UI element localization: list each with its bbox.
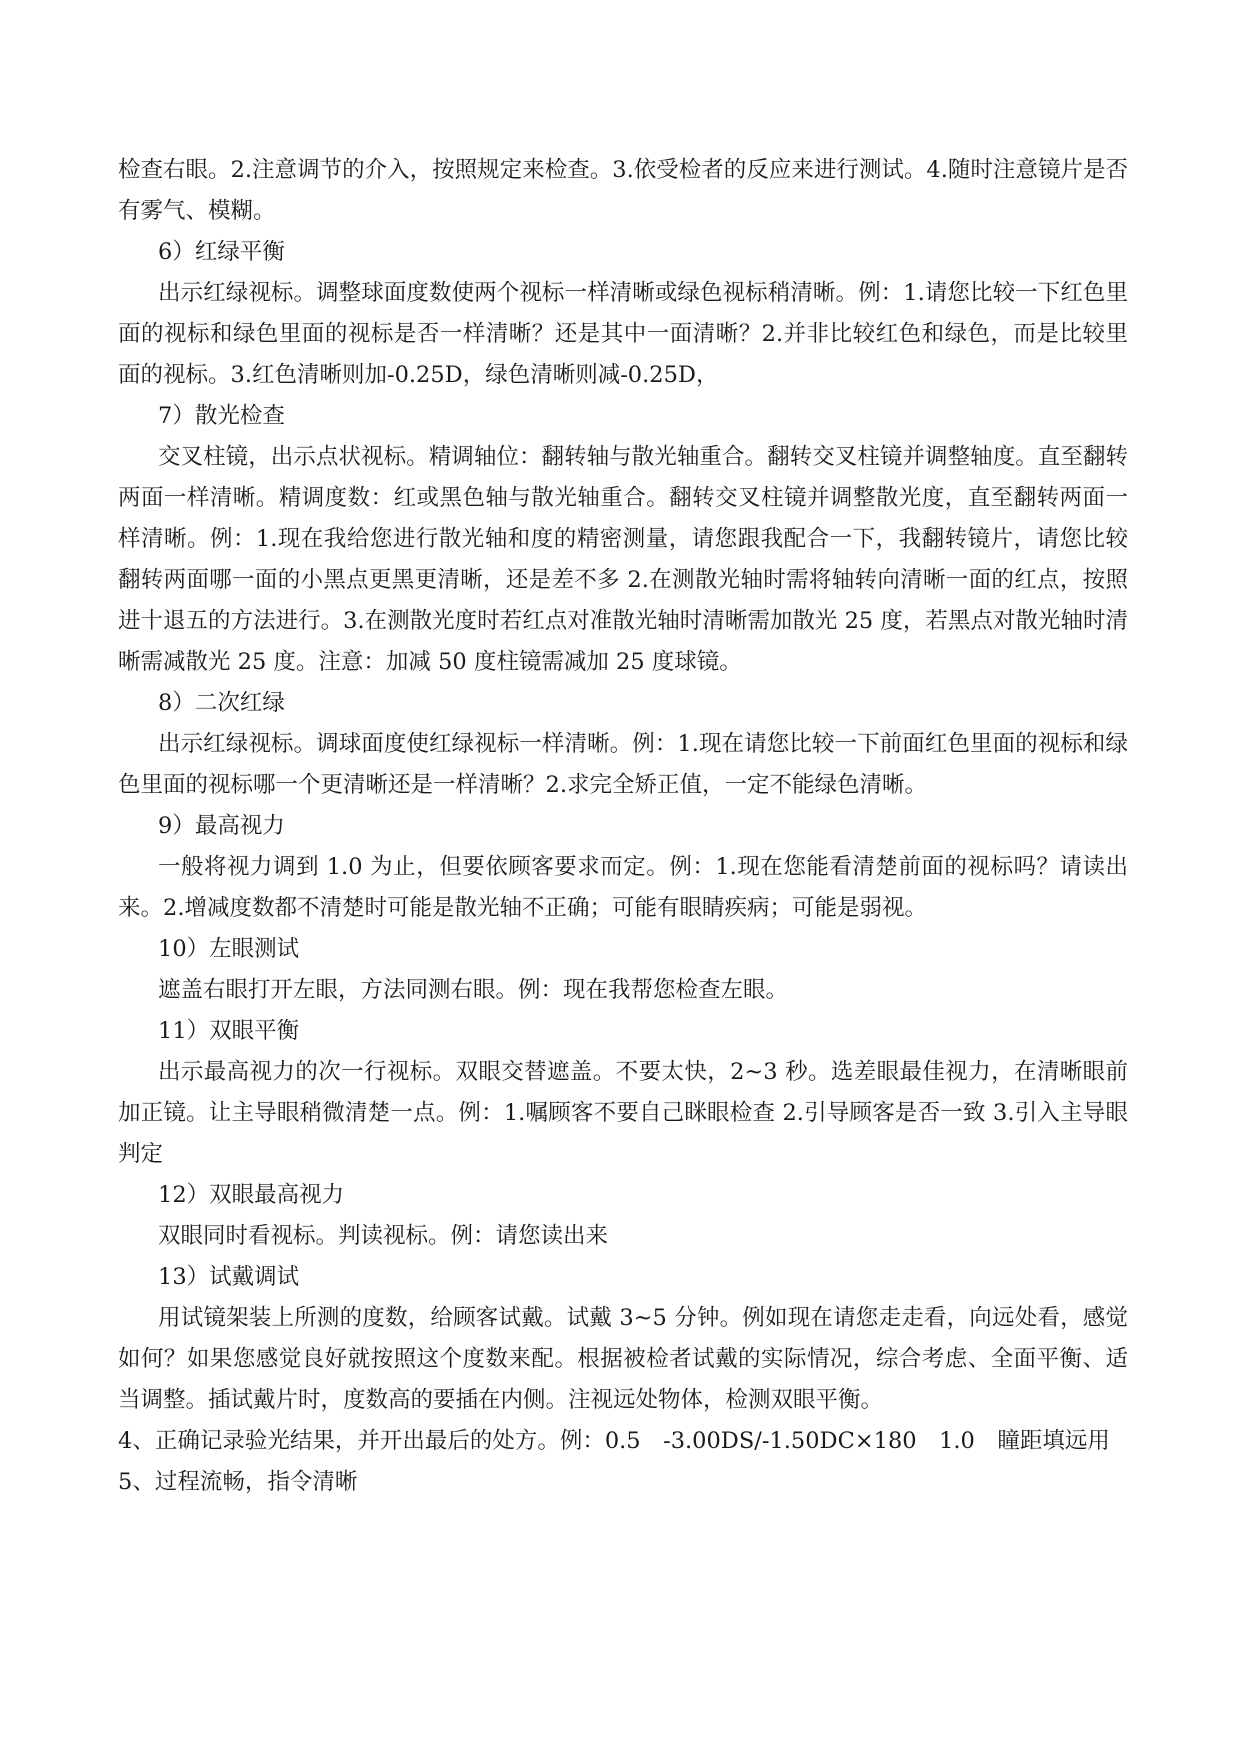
subheading-left-eye-test: 10）左眼测试 bbox=[158, 936, 300, 962]
paragraph-red-green-balance: 出示红绿视标。调整球面度数使两个视标一样清晰或绿色视标稍清晰。例：1.请您比较一下红色里面的视标和绿色里面的视标是否一样清晰？还是其中一面清晰？2.并非比较红色和绿色，而是比较里面的视标。3.红色清晰则加-0.25D，绿色清晰则减-0.25D， bbox=[118, 280, 1128, 388]
numbered-item-4: 4、正确记录验光结果，并开出最后的处方。例：0.5 -3.00DS/-1.50DC×180 1.0 瞳距填远用 bbox=[118, 1428, 1110, 1454]
subheading-best-vision: 9）最高视力 bbox=[158, 813, 285, 839]
numbered-item-5: 5、过程流畅，指令清晰 bbox=[118, 1469, 358, 1495]
paragraph-continued: 检查右眼。2.注意调节的介入，按照规定来检查。3.依受检者的反应来进行测试。4.随时注意镜片是否有雾气、模糊。 bbox=[118, 157, 1128, 224]
subheading-astigmatism-check: 7）散光检查 bbox=[158, 403, 285, 429]
paragraph-best-vision: 一般将视力调到 1.0 为止，但要依顾客要求而定。例：1.现在您能看清楚前面的视标吗？请读出来。2.增减度数都不清楚时可能是散光轴不正确；可能有眼睛疾病；可能是弱视。 bbox=[118, 854, 1128, 921]
paragraph-binocular-best-vision: 双眼同时看视标。判读视标。例：请您读出来 bbox=[158, 1223, 609, 1249]
paragraph-left-eye-test: 遮盖右眼打开左眼，方法同测右眼。例：现在我帮您检查左眼。 bbox=[158, 977, 789, 1003]
document-body bbox=[118, 150, 1128, 1503]
paragraph-second-red-green: 出示红绿视标。调球面度使红绿视标一样清晰。例：1.现在请您比较一下前面红色里面的视标和绿色里面的视标哪一个更清晰还是一样清晰？2.求完全矫正值，一定不能绿色清晰。 bbox=[118, 731, 1128, 798]
paragraph-binocular-balance: 出示最高视力的次一行视标。双眼交替遮盖。不要太快，2~3 秒。选差眼最佳视力，在清晰眼前加正镜。让主导眼稍微清楚一点。例：1.嘱顾客不要自己眯眼检查 2.引导顾客是否一致 3.引入主导眼判定 bbox=[118, 1059, 1128, 1167]
subheading-binocular-best-vision: 12）双眼最高视力 bbox=[158, 1182, 345, 1208]
subheading-binocular-balance: 11）双眼平衡 bbox=[158, 1018, 300, 1044]
paragraph-astigmatism-check: 交叉柱镜，出示点状视标。精调轴位：翻转轴与散光轴重合。翻转交叉柱镜并调整轴度。直至翻转两面一样清晰。精调度数：红或黑色轴与散光轴重合。翻转交叉柱镜并调整散光度，直至翻转两面一样清晰。例：1.现在我给您进行散光轴和度的精密测量，请您跟我配合一下，我翻转镜片，请您比较翻转两面哪一面的小黑点更黑更清晰，还是差不多 2.在测散光轴时需将轴转向清晰一面的红点，按照进十退五的方法进行。3.在测散光度时若红点对准散光轴时清晰需加散光 25 度，若黑点对散光轴时清晰需减散光 25 度。注意：加减 50 度柱镜需减加 25 度球镜。 bbox=[118, 444, 1128, 675]
subheading-red-green-balance: 6）红绿平衡 bbox=[158, 239, 285, 265]
subheading-trial-fitting: 13）试戴调试 bbox=[158, 1264, 300, 1290]
paragraph-trial-fitting: 用试镜架装上所测的度数，给顾客试戴。试戴 3~5 分钟。例如现在请您走走看，向远处看，感觉如何？如果您感觉良好就按照这个度数来配。根据被检者试戴的实际情况，综合考虑、全面平衡、适当调整。插试戴片时，度数高的要插在内侧。注视远处物体，检测双眼平衡。 bbox=[118, 1305, 1128, 1413]
subheading-second-red-green: 8）二次红绿 bbox=[158, 690, 285, 716]
